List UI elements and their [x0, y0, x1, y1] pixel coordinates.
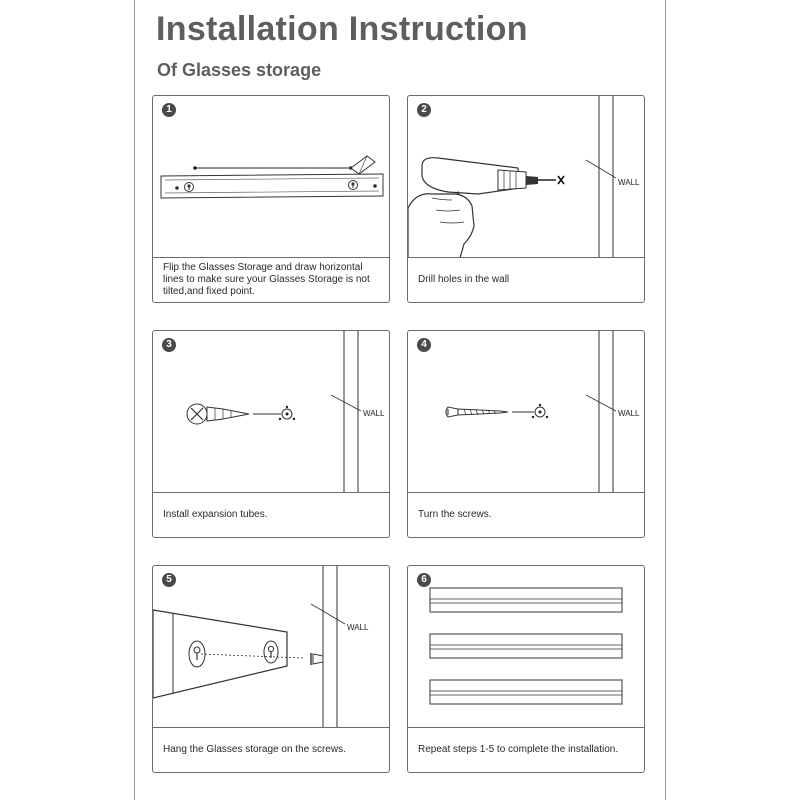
- mark-dot: [193, 166, 197, 170]
- caption-box: [408, 492, 644, 537]
- screw-icon: [446, 407, 508, 417]
- wall-label: WALL: [618, 178, 640, 187]
- caption-box: [153, 492, 389, 537]
- caption-box: [153, 257, 389, 302]
- step-2-illustration: [408, 96, 644, 258]
- step-3-illustration: [153, 331, 389, 493]
- step-caption: Hang the Glasses storage on the screws.: [163, 744, 346, 755]
- step-1-panel: [152, 95, 390, 303]
- caption-box: [408, 257, 644, 302]
- caption-box: [408, 727, 644, 772]
- step-1-illustration: [153, 96, 389, 258]
- step-6-panel: [407, 565, 645, 773]
- step-caption: Repeat steps 1-5 to complete the installation.: [418, 744, 619, 755]
- hand-icon: [408, 194, 474, 258]
- step-3-panel: [152, 330, 390, 538]
- step-caption: Install expansion tubes.: [163, 509, 268, 520]
- wall-label: WALL: [347, 623, 369, 632]
- storage-bar: [430, 588, 622, 612]
- wall-label: WALL: [363, 409, 385, 418]
- drill-hole-mark-icon: [532, 404, 548, 418]
- storage-bar: [430, 634, 622, 658]
- screw-icon: [311, 653, 323, 665]
- step-6-illustration: [408, 566, 644, 728]
- pencil-icon: [351, 156, 375, 174]
- step-number-badge: 2: [417, 103, 431, 117]
- step-4-panel: [407, 330, 645, 538]
- step-caption: Flip the Glasses Storage and draw horizontal lines to make sure your Glasses Storage is not tilted,and fixed point.: [163, 262, 370, 297]
- step-caption: Drill holes in the wall: [418, 274, 510, 285]
- storage-bar: [161, 174, 383, 198]
- step-number-badge: 4: [417, 338, 431, 352]
- step-number-badge: 1: [162, 103, 176, 117]
- expansion-tube-icon: [187, 404, 249, 424]
- step-number-badge: 3: [162, 338, 176, 352]
- step-5-panel: [152, 565, 390, 773]
- storage-bar: [430, 680, 622, 704]
- step-4-illustration: [408, 331, 644, 493]
- step-2-panel: [407, 95, 645, 303]
- step-caption: Turn the screws.: [418, 509, 492, 520]
- page-title: Installation Instruction: [156, 10, 528, 48]
- step-number-badge: 5: [162, 573, 176, 587]
- drill-hole-mark-icon: [279, 406, 295, 420]
- step-number-badge: 6: [417, 573, 431, 587]
- caption-box: [153, 727, 389, 772]
- page-subtitle: Of Glasses storage: [157, 60, 322, 80]
- close-icon: [558, 176, 564, 184]
- step-5-illustration: [153, 566, 389, 728]
- wall-label: WALL: [618, 409, 640, 418]
